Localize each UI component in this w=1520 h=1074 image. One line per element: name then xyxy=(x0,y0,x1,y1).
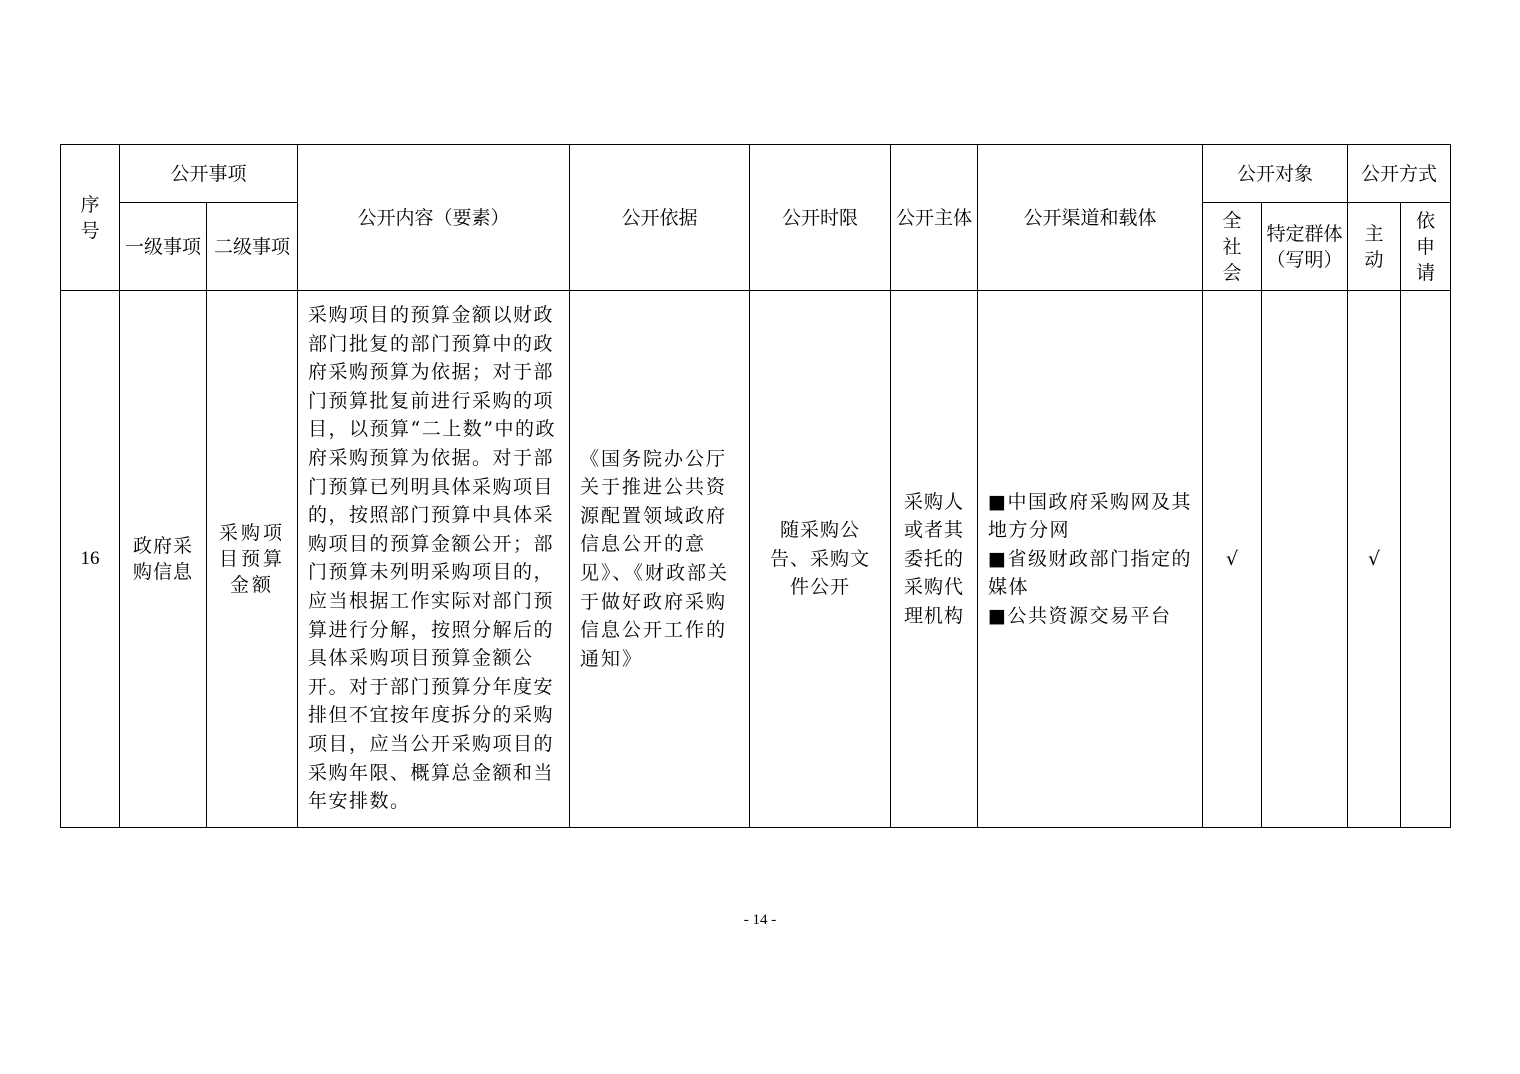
disclosure-table xyxy=(60,144,1451,828)
check-mark-icon: √ xyxy=(1348,291,1401,828)
row-target-specific xyxy=(1262,291,1348,828)
black-square-icon: ■ xyxy=(988,547,1008,570)
header-target-all: 全社会 xyxy=(1203,203,1262,291)
header-level2: 二级事项 xyxy=(207,203,298,291)
row-seq: 16 xyxy=(61,291,120,828)
header-channel: 公开渠道和载体 xyxy=(978,145,1203,291)
table-row xyxy=(61,291,1451,828)
header-seq: 序号 xyxy=(61,145,120,291)
header-target-group: 公开对象 xyxy=(1203,145,1348,203)
header-content: 公开内容（要素） xyxy=(298,145,570,291)
check-mark-icon: √ xyxy=(1203,291,1262,828)
row-time-limit: 随采购公告、采购文件公开 xyxy=(750,291,891,828)
page-number: - 14 - xyxy=(743,912,777,928)
row-channels xyxy=(978,291,1203,828)
header-target-specific: 特定群体（写明） xyxy=(1262,203,1348,291)
header-mode-apply: 依申请 xyxy=(1401,203,1451,291)
row-subject: 采购人或者其委托的采购代理机构 xyxy=(891,291,978,828)
header-subject: 公开主体 xyxy=(891,145,978,291)
row-basis: 《国务院办公厅关于推进公共资源配置领域政府信息公开的意见》、《财政部关于做好政府采购信息公开工作的通知》 xyxy=(570,291,750,828)
header-time-limit: 公开时限 xyxy=(750,145,891,291)
row-mode-apply xyxy=(1401,291,1451,828)
channel-item: ■公共资源交易平台 xyxy=(988,604,1172,627)
row-level1: 政府采购信息 xyxy=(120,291,207,828)
row-content: 采购项目的预算金额以财政部门批复的部门预算中的政府采购预算为依据；对于部门预算批复前进行采购的项目，以预算“二上数”中的政府采购预算为依据。对于部门预算已列明具体采购项目的，按照部门预算中具体采购项目的预算金额公开；部门预算未列明采购项目的，应当根据工作实际对部门预算进行分解，按照分解后的具体采购项目预算金额公开。对于部门预算分年度安排但不宜按年度拆分的采购项目，应当公开采购项目的采购年限、概算总金额和当年安排数。 xyxy=(298,291,570,828)
header-level1: 一级事项 xyxy=(120,203,207,291)
header-item-group: 公开事项 xyxy=(120,145,298,203)
header-basis: 公开依据 xyxy=(570,145,750,291)
header-row-1 xyxy=(61,145,1451,203)
row-level2: 采购项目预算金额 xyxy=(207,291,298,828)
channel-item: ■省级财政部门指定的媒体 xyxy=(988,547,1192,599)
header-mode-active: 主动 xyxy=(1348,203,1401,291)
black-square-icon: ■ xyxy=(988,490,1008,513)
header-mode-group: 公开方式 xyxy=(1348,145,1451,203)
channel-item: ■中国政府采购网及其地方分网 xyxy=(988,490,1192,542)
black-square-icon: ■ xyxy=(988,604,1008,627)
